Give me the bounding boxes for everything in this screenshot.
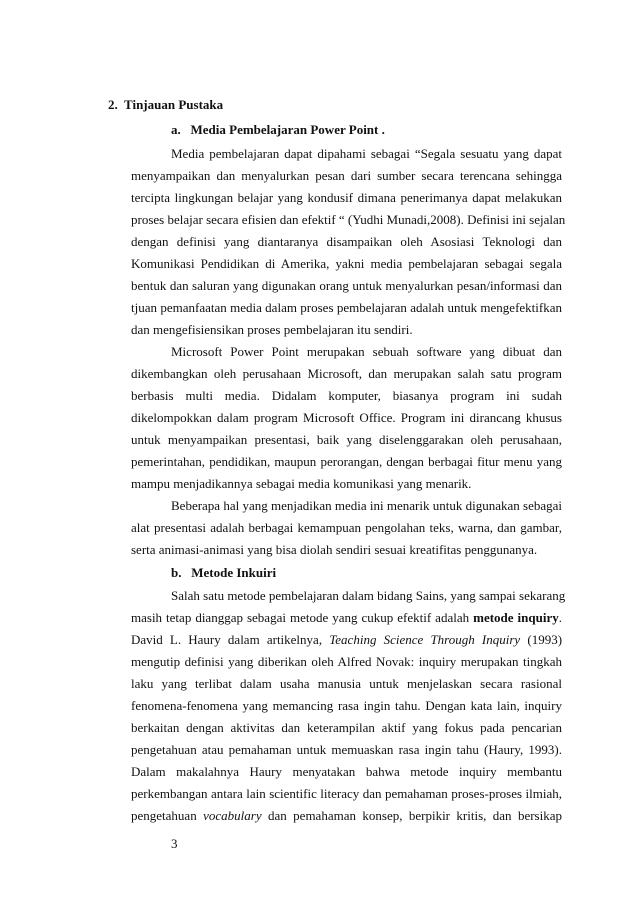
section-number: 2. [108, 97, 118, 112]
bold-term: metode inquiry [473, 610, 559, 625]
paragraph-line: pengetahuan atau pemahaman untuk memuaskan rasa ingin tahu (Haury, 1993). [131, 742, 562, 757]
line-text: David L. Haury dalam artikelnya, [131, 632, 323, 647]
paragraph-line: perkembangan antara lain scientific literacy dan pemahaman proses-proses ilmiah, [131, 786, 562, 801]
paragraph-line: Dalam makalahnya Haury menyatakan bahwa metode inquiry membantu [131, 764, 562, 779]
section-title: Tinjauan Pustaka [124, 97, 224, 112]
paragraph-line: berkaitan dengan aktivitas dan keterampilan aktif yang fokus pada pencarian [131, 720, 562, 735]
paragraph-line: bentuk dan saluran yang digunakan orang untuk menyalurkan pesan/informasi dan [131, 278, 562, 293]
paragraph-line: Salah satu metode pembelajaran dalam bidang Sains, yang sampai sekarang [171, 588, 566, 603]
period: . [558, 610, 562, 625]
paragraph-line: dikembangkan oleh perusahaan Microsoft, dan merupakan salah satu program [131, 366, 562, 381]
subsection-b-title: Metode Inkuiri [191, 565, 277, 580]
paragraph-line [131, 610, 562, 626]
paragraph-line: serta animasi-animasi yang bisa diolah sendiri sesuai kreatifitas penggunanya. [131, 542, 538, 557]
subsection-a-label: a. [171, 122, 181, 137]
subsection-a-title: Media Pembelajaran Power Point . [190, 122, 385, 137]
line-text: dan pemahaman konsep, berpikir kritis, dan bersikap [268, 808, 563, 823]
paragraph-line: untuk menyampaikan presentasi, baik yang diselenggarakan oleh perusahaan, [131, 432, 562, 447]
paragraph-line: Media pembelajaran dapat dipahami sebagai “Segala sesuatu yang dapat [171, 146, 562, 161]
paragraph-line: menyampaikan dan menyalurkan pesan dari sumber secara terencana sehingga [131, 168, 562, 183]
paragraph-line: fenomena-fenomena yang memancing rasa ingin tahu. Dengan kata lain, inquiry [131, 698, 562, 713]
paragraph-line: Komunikasi Pendidikan di Amerika, yakni media pembelajaran sebagai segala [131, 256, 562, 271]
paragraph-line [131, 632, 562, 648]
section-heading [108, 97, 223, 113]
line-text: pengetahuan [131, 808, 197, 823]
paragraph-line: berbasis multi media. Didalam komputer, biasanya program ini sudah [131, 388, 562, 403]
paragraph-line: tercipta lingkungan belajar yang kondusif dimana penerimanya dapat melakukan [131, 190, 562, 205]
paragraph-line: mampu menjadikannya sebagai media komunikasi yang menarik. [131, 476, 472, 491]
paragraph-line: alat presentasi adalah berbagai kemampuan pengolahan teks, warna, dan gambar, [131, 520, 562, 535]
paragraph-line: mengutip definisi yang diberikan oleh Alfred Novak: inquiry merupakan tingkah [131, 654, 562, 669]
page-number: 3 [171, 836, 178, 851]
paragraph-line: pemerintahan, pendidikan, maupun perorangan, dengan berbagai fitur menu yang [131, 454, 562, 469]
paragraph-line: dan mengefisiensikan proses pembelajaran itu sendiri. [131, 322, 413, 337]
subsection-b-label: b. [171, 565, 182, 580]
paragraph-line: proses belajar secara efisien dan efektif “ (Yudhi Munadi,2008). Definisi ini sejalan [131, 212, 566, 227]
article-year: (1993) [527, 632, 563, 647]
subsection-a-heading [171, 122, 385, 138]
paragraph-line: Microsoft Power Point merupakan sebuah software yang dibuat dan [171, 344, 562, 359]
paragraph-line: laku yang terlibat dalam usaha manusia untuk menjelaskan secara rasional [131, 676, 562, 691]
subsection-b-heading [171, 565, 276, 581]
article-title: Teaching Science Through Inquiry [329, 632, 521, 647]
paragraph-line [131, 808, 562, 824]
paragraph-line: dengan definisi yang diantaranya disampaikan oleh Asosiasi Teknologi dan [131, 234, 562, 249]
italic-term: vocabulary [203, 808, 262, 823]
paragraph-line: tjuan pemanfaatan media dalam proses pembelajaran adalah untuk mengefektifkan [131, 300, 562, 315]
paragraph-line: Beberapa hal yang menjadikan media ini menarik untuk digunakan sebagai [171, 498, 562, 513]
line-text: masih tetap dianggap sebagai metode yang cukup efektif adalah [131, 610, 470, 625]
paragraph-line: dikelompokkan dalam program Microsoft Office. Program ini dirancang khusus [131, 410, 562, 425]
